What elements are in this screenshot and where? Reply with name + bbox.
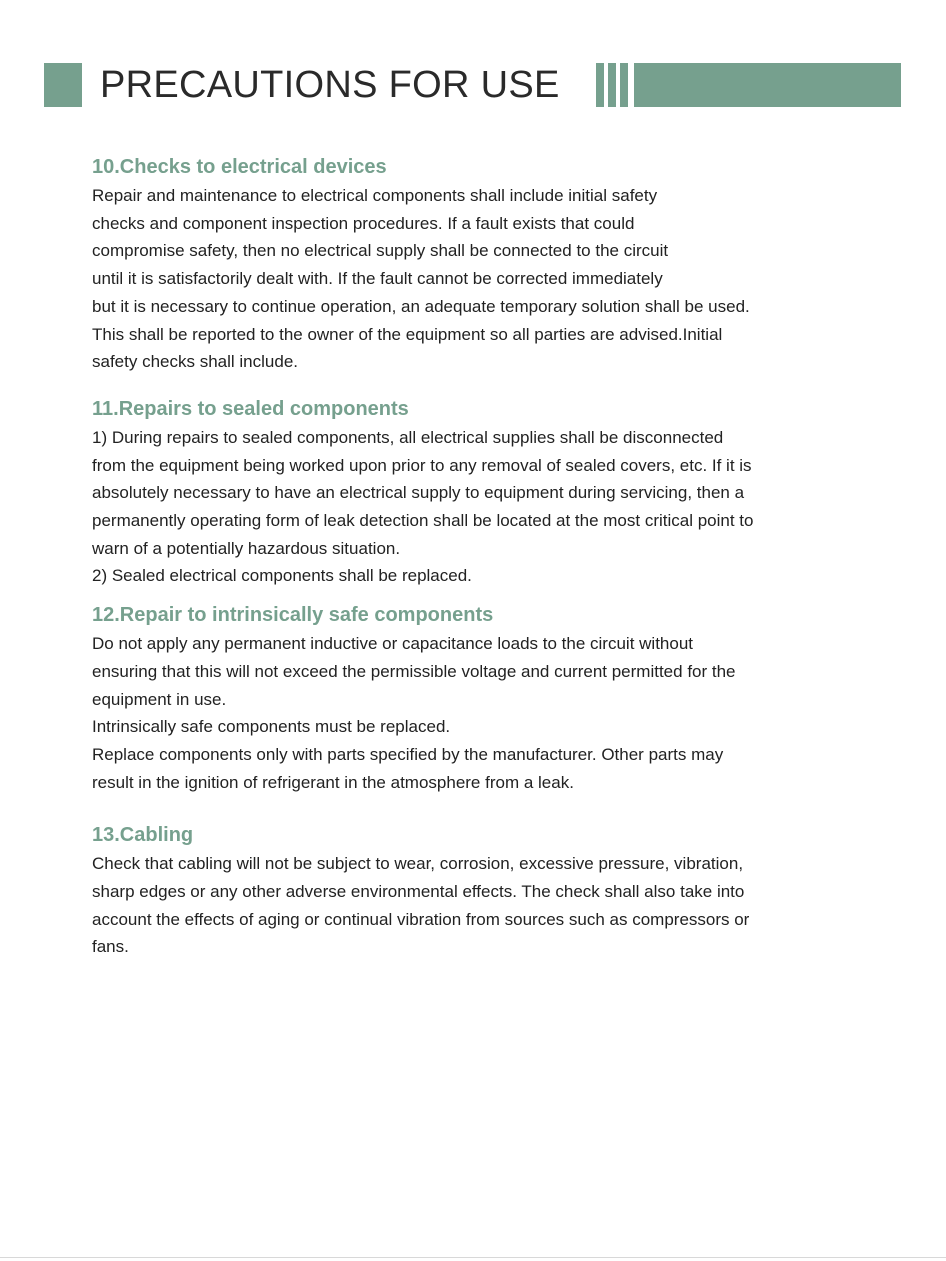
header-bar-accent — [634, 63, 901, 107]
section-title: 10.Checks to electrical devices — [92, 156, 387, 178]
section-text-line: sharp edges or any other adverse environmental effects. The check shall also take into — [92, 882, 745, 902]
section-text-line: Intrinsically safe components must be replaced. — [92, 717, 451, 737]
section-text-line: Check that cabling will not be subject to wear, corrosion, excessive pressure, vibration, — [92, 854, 744, 874]
section-text-line: Replace components only with parts specified by the manufacturer. Other parts may — [92, 744, 724, 764]
section-intrinsically-safe — [92, 600, 852, 796]
section-text-line: account the effects of aging or continual vibration from sources such as compressors or — [92, 909, 750, 929]
page-bottom-rule — [0, 1257, 946, 1258]
section-text-line: warn of a potentially hazardous situation. — [92, 538, 401, 558]
section-text-line: safety checks shall include. — [92, 352, 298, 372]
section-title: 13.Cabling — [92, 824, 194, 847]
section-text-line: 1) During repairs to sealed components, all electrical supplies shall be disconnected — [92, 427, 724, 447]
section-electrical-checks — [92, 152, 852, 376]
section-text-line: checks and component inspection procedures. If a fault exists that could — [92, 213, 635, 233]
section-cabling — [92, 820, 852, 961]
section-text-line: absolutely necessary to have an electrical supply to equipment during servicing, then a — [92, 483, 745, 503]
section-text-line: from the equipment being worked upon prior to any removal of sealed covers, etc. If it is — [92, 455, 752, 475]
section-text-line: This shall be reported to the owner of the equipment so all parties are advised.Initial — [92, 324, 723, 344]
section-title: 11.Repairs to sealed components — [92, 397, 409, 420]
section-text-line: permanently operating form of leak detection shall be located at the most critical point to — [92, 511, 754, 531]
page-header — [0, 0, 946, 120]
header-square-accent — [44, 63, 82, 107]
header-stripe — [608, 63, 616, 107]
header-stripe — [620, 63, 628, 107]
section-text-line: Do not apply any permanent inductive or capacitance loads to the circuit without — [92, 634, 694, 654]
document-body — [92, 152, 852, 961]
section-text-line: fans. — [92, 937, 129, 957]
page-title: PRECAUTIONS FOR USE — [100, 64, 560, 106]
section-text-line: Repair and maintenance to electrical components shall include initial safety — [92, 186, 658, 205]
section-text-line: equipment in use. — [92, 689, 227, 709]
section-title: 12.Repair to intrinsically safe components — [92, 604, 494, 627]
section-text-line: compromise safety, then no electrical supply shall be connected to the circuit — [92, 241, 669, 261]
section-text-line: 2) Sealed electrical components shall be replaced. — [92, 566, 472, 586]
section-text-line: but it is necessary to continue operation, an adequate temporary solution shall be used. — [92, 296, 750, 316]
header-stripe — [596, 63, 604, 107]
section-sealed-components — [92, 394, 852, 590]
section-text-line: ensuring that this will not exceed the permissible voltage and current permitted for the — [92, 661, 736, 681]
section-text-line: result in the ignition of refrigerant in the atmosphere from a leak. — [92, 772, 574, 792]
section-text-line: until it is satisfactorily dealt with. If the fault cannot be corrected immediately — [92, 269, 663, 289]
